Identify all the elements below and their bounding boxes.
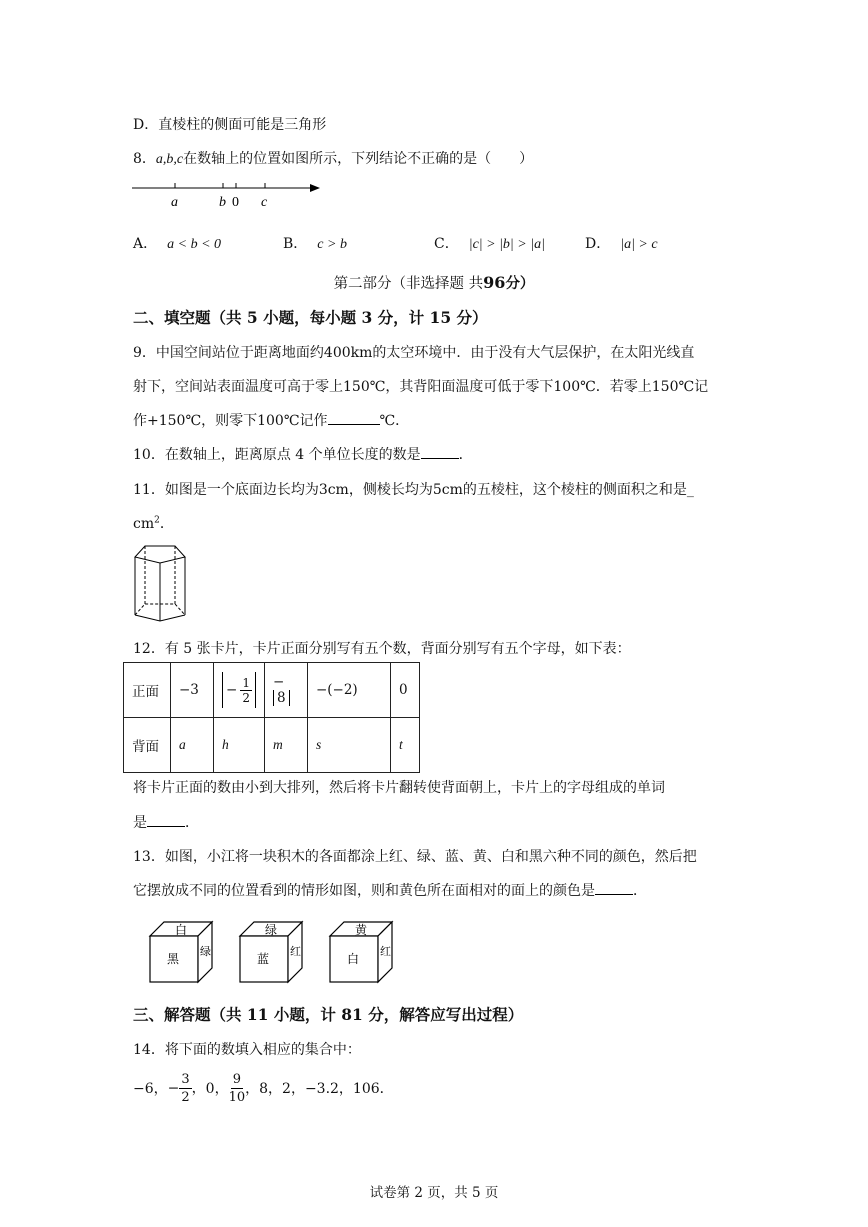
q14-number-list <box>133 1066 394 1110</box>
label-a: a <box>171 195 178 210</box>
pentagonal-prism-figure <box>132 543 188 625</box>
label-c: c <box>261 195 268 210</box>
q12-answer-blank[interactable] <box>147 812 185 827</box>
card-front-row <box>124 663 420 718</box>
q11-line2: $cm^2$． <box>133 515 174 532</box>
part2-heading: 第二部分（非选择题 共96分） <box>333 273 535 292</box>
page-footer: 试卷第 2 页，共 5 页 <box>369 1185 499 1201</box>
back-cell-1: a <box>171 718 214 773</box>
q13-line1: 13．如图，小江将一块积木的各面都涂上红、绿、蓝、黄、白和黑六种不同的颜色，然后把 <box>133 849 697 865</box>
cube-2-front-label: 蓝 <box>257 952 270 966</box>
q9-line3: 作+150℃，则零下100℃记作 ℃． <box>133 410 743 430</box>
number-line-arrow <box>310 184 320 192</box>
front-cell-4: −(−2) <box>307 663 390 718</box>
q10: 10．在数轴上，距离原点 4 个单位长度的数是 ． <box>133 444 743 464</box>
cube-1 <box>150 922 212 982</box>
label-b: b <box>219 195 226 210</box>
q8-stem <box>133 148 743 168</box>
q12-line3: 是 ． <box>133 812 743 832</box>
q8-option-a: A． a < b < 0 <box>133 236 222 252</box>
q8-vars: a,b,c <box>155 152 184 167</box>
cube-2-side-label: 红 <box>290 945 301 958</box>
front-cell-5: 0 <box>390 663 419 718</box>
q8-option-b: B． c > b <box>283 236 347 252</box>
q12-line1: 12．有 5 张卡片，卡片正面分别写有五个数，背面分别写有五个字母，如下表： <box>133 641 631 657</box>
q8-number-line <box>130 176 320 210</box>
q9-answer-blank[interactable] <box>328 410 380 425</box>
q10-answer-blank[interactable] <box>421 444 459 459</box>
back-label: 背面 <box>124 718 171 773</box>
cube-1-top-label: 白 <box>175 923 188 937</box>
q8-option-c: C． |c| > |b| > |a| <box>434 236 545 252</box>
q14-num-1: −6， <box>133 1081 168 1097</box>
section2-title: 二、填空题（共 5 小题，每小题 3 分，计 15 分） <box>133 308 488 327</box>
card-table <box>123 662 420 773</box>
q8-number: 8． <box>133 151 156 167</box>
cube-1-side-label: 绿 <box>200 945 211 958</box>
back-cell-4: s <box>307 718 390 773</box>
section3-title: 三、解答题（共 11 小题，计 81 分，解答应写出过程） <box>133 1005 524 1024</box>
label-zero: 0 <box>232 195 239 210</box>
q12-line2: 将卡片正面的数由小到大排列，然后将卡片翻转使背面朝上，卡片上的字母组成的单词 <box>133 780 665 796</box>
q14-num-rest: ，8，2，−3.2，106． <box>245 1081 394 1097</box>
q14-num-4: $\frac{9}{10}$ <box>228 1071 246 1105</box>
q13-line2: 它摆放成不同的位置看到的情形如图，则和黄色所在面相对的面上的颜色是 ． <box>133 880 743 900</box>
q14-num-2: − $\frac{3}{2}$ ， <box>167 1071 206 1105</box>
back-cell-5: t <box>390 718 419 773</box>
card-back-row <box>124 718 420 773</box>
q11-line1: 11．如图是一个底面边长均为3cm，侧棱长均为5cm的五棱柱，这个棱柱的侧面积之和是_ <box>133 482 694 498</box>
q14-line1: 14．将下面的数填入相应的集合中： <box>133 1042 361 1058</box>
front-cell-3: −8 <box>264 663 307 718</box>
q8-option-d: D． |a| > c <box>585 236 658 252</box>
q8-text: 在数轴上的位置如图所示，下列结论不正确的是（ ） <box>183 151 534 167</box>
cube-3-front-label: 白 <box>347 952 360 966</box>
q14-num-3: 0， <box>205 1081 229 1097</box>
front-cell-1: −3 <box>171 663 214 718</box>
q7-option-d: D．直棱柱的侧面可能是三角形 <box>133 117 327 133</box>
cube-3 <box>330 922 392 982</box>
front-label: 正面 <box>124 663 171 718</box>
cube-2 <box>240 922 302 982</box>
cube-2-top-label: 绿 <box>265 923 278 937</box>
cube-1-front-label: 黑 <box>167 952 180 966</box>
back-cell-3: m <box>264 718 307 773</box>
back-cell-2: h <box>214 718 265 773</box>
cubes-figure <box>148 916 403 986</box>
q13-answer-blank[interactable] <box>595 880 633 895</box>
cube-3-side-label: 红 <box>380 945 391 958</box>
cube-3-top-label: 黄 <box>355 923 368 937</box>
q9-line2: 射下，空间站表面温度可高于零上150℃，其背阳面温度可低于零下100℃．若零上150℃记 <box>133 379 709 395</box>
q9-line1: 9．中国空间站位于距离地面约400km的太空环境中．由于没有大气层保护，在太阳光线直 <box>133 345 695 361</box>
front-cell-2: − $\frac{1}{2}$ <box>214 663 265 718</box>
